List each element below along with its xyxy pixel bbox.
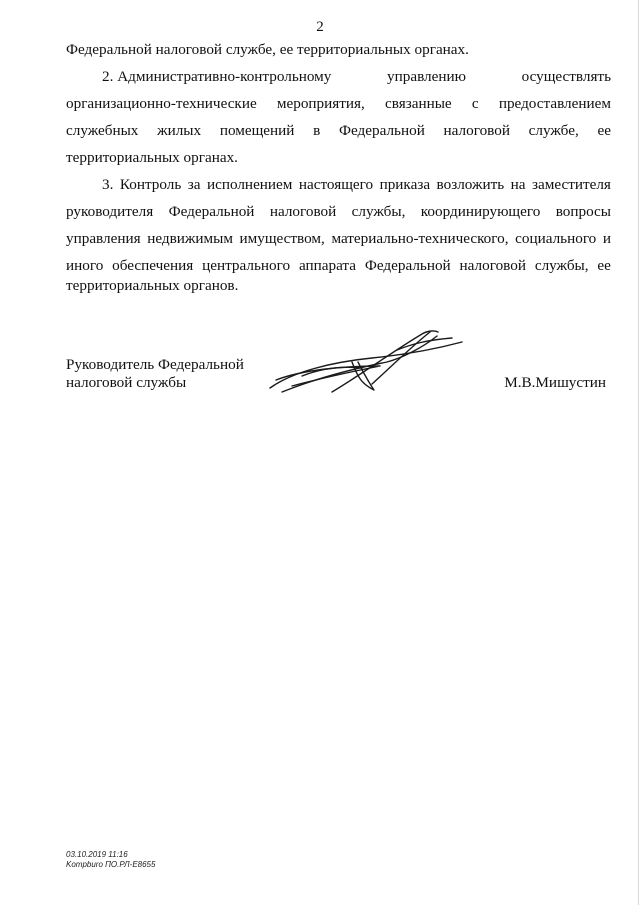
word: предоставлением xyxy=(498,95,611,112)
word: службе, xyxy=(528,122,579,139)
paragraph-2-line-4: территориальных органах. xyxy=(66,149,238,166)
word: иного xyxy=(66,257,104,274)
word: Федеральной xyxy=(364,257,451,274)
paragraph-1-line-1: Федеральной налоговой службе, ее территориальных органах. xyxy=(66,41,469,58)
word: управлению xyxy=(387,68,466,85)
word: ее xyxy=(597,257,611,274)
word: исполнением xyxy=(206,176,293,193)
word: приказа xyxy=(379,176,431,193)
word: осуществлять xyxy=(521,68,611,85)
paragraph-3-line-1 xyxy=(102,176,611,194)
word: жилых xyxy=(157,122,202,139)
word: руководителя xyxy=(66,203,154,220)
word: за xyxy=(187,176,201,193)
word: вопросы xyxy=(555,203,611,220)
handwritten-signature xyxy=(262,322,472,402)
word: 3. xyxy=(102,176,114,193)
word: налоговой xyxy=(443,122,510,139)
paragraph-3-line-2 xyxy=(66,203,611,221)
word: Контроль xyxy=(119,176,182,193)
scan-edge-line xyxy=(638,0,639,905)
word: возложить xyxy=(436,176,505,193)
word: управления xyxy=(66,230,141,247)
footer-timestamp: 03.10.2019 11:16 xyxy=(66,850,128,859)
word: в xyxy=(313,122,321,139)
signer-title-line-1: Руководитель Федеральной xyxy=(66,356,244,373)
word: настоящего xyxy=(298,176,374,193)
word: координирующего xyxy=(420,203,541,220)
word: заместителя xyxy=(531,176,611,193)
word: организационно-технические xyxy=(66,95,257,112)
word: имуществом, xyxy=(239,230,325,247)
word: связанные xyxy=(385,95,452,112)
paragraph-2-line-1 xyxy=(102,68,611,86)
signer-title-line-2: налоговой службы xyxy=(66,374,187,391)
word: службы, xyxy=(534,257,589,274)
word: обеспечения xyxy=(112,257,194,274)
page-number: 2 xyxy=(316,19,324,35)
word: социального xyxy=(515,230,597,247)
word: мероприятия, xyxy=(276,95,365,112)
word: Федеральной xyxy=(339,122,425,139)
word: на xyxy=(510,176,526,193)
word: службы, xyxy=(351,203,406,220)
word: аппарата xyxy=(298,257,356,274)
paragraph-3-line-4 xyxy=(66,257,611,275)
paragraph-2-line-2 xyxy=(66,95,611,113)
word: служебных xyxy=(66,122,139,139)
word: недвижимым xyxy=(147,230,233,247)
signer-name: М.В.Мишустин xyxy=(504,374,606,391)
word: материально-технического, xyxy=(331,230,509,247)
word: с xyxy=(471,95,479,112)
word: налоговой xyxy=(459,257,526,274)
paragraph-3-line-5: территориальных органов. xyxy=(66,277,239,294)
word: Федеральной xyxy=(168,203,255,220)
word: и xyxy=(602,230,611,247)
paragraph-3-line-3 xyxy=(66,230,611,248)
footer-doc-code: Kompburo ПО.РЛ-Е8655 xyxy=(66,860,156,869)
paragraph-2-line-3 xyxy=(66,122,611,140)
word: ее xyxy=(597,122,611,139)
word: центрального xyxy=(202,257,291,274)
word: налоговой xyxy=(269,203,337,220)
word: 2. Административно-контрольному xyxy=(102,68,332,85)
word: помещений xyxy=(219,122,295,139)
